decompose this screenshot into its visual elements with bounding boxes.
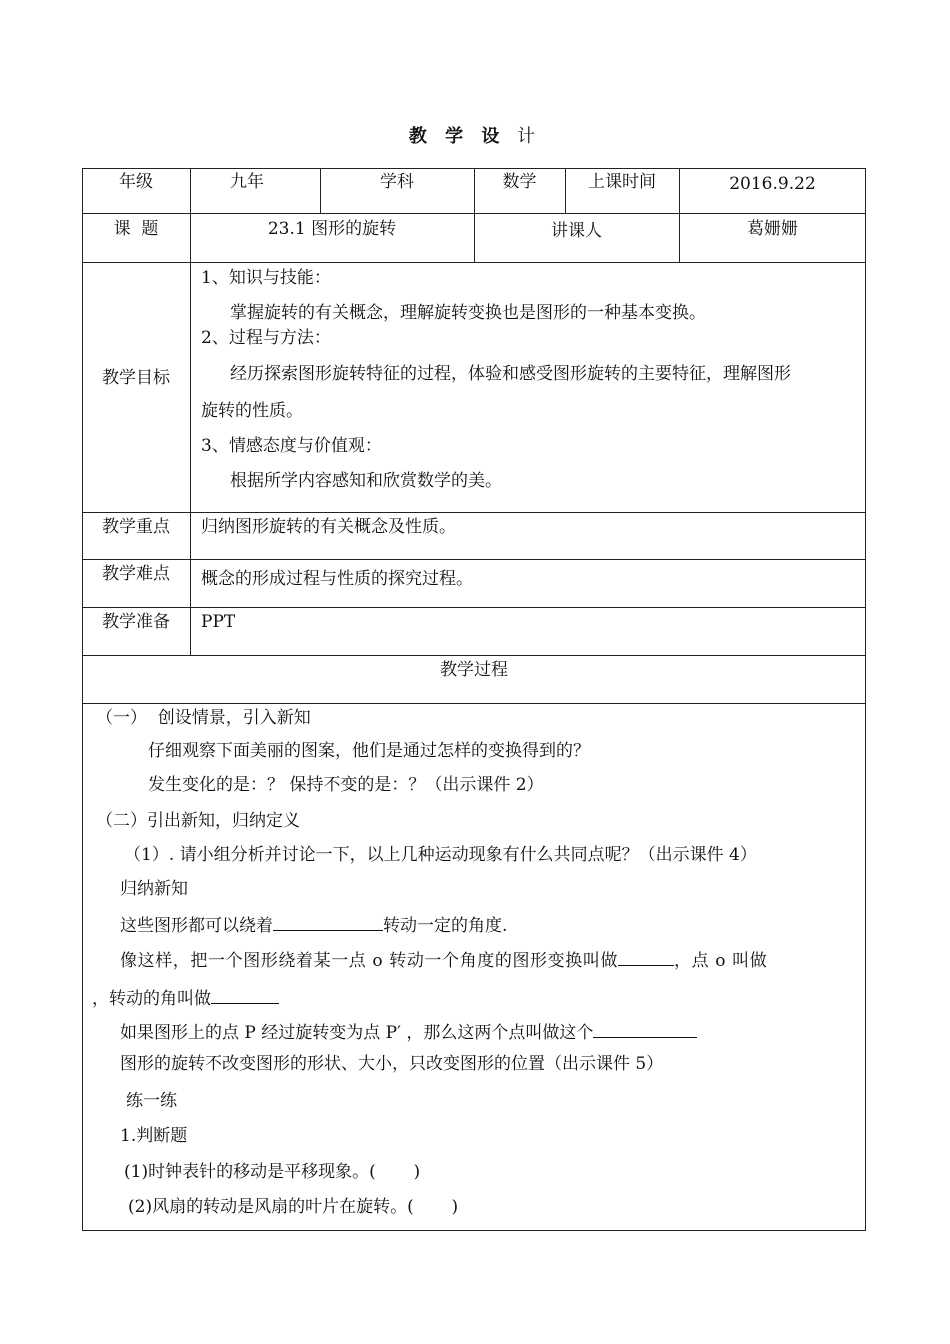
process-line: (2)风扇的转动是风扇的叶片在旋转。( ) <box>128 1197 459 1217</box>
process-line: （1）. 请小组分析并讨论一下，以上几种运动现象有什么共同点呢？（出示课件 4） <box>124 845 757 865</box>
objective-line: 旋转的性质。 <box>201 401 303 421</box>
row-divider <box>82 607 866 608</box>
objective-line: 根据所学内容感知和欣赏数学的美。 <box>230 471 502 491</box>
row-divider <box>82 703 866 704</box>
objective-line: 经历探索图形旋转特征的过程，体验和感受图形旋转的主要特征，理解图形 <box>230 364 791 384</box>
answer-blank[interactable] <box>618 948 674 966</box>
process-line: 练一练 <box>126 1091 177 1111</box>
objective-line: 2、过程与方法： <box>201 328 331 348</box>
process-line: 1.判断题 <box>120 1126 188 1146</box>
time-label: 上课时间 <box>588 172 656 192</box>
process-line: 仔细观察下面美丽的图案，他们是通过怎样的变换得到的？ <box>148 741 590 761</box>
row-divider <box>82 262 866 263</box>
difficulty-label: 教学难点 <box>102 564 170 584</box>
fill-in-line-3: ，转动的角叫做 <box>92 986 279 1009</box>
subject-value: 数学 <box>502 172 537 192</box>
col-divider <box>190 168 191 655</box>
topic-value: 23.1 图形的旋转 <box>267 219 397 239</box>
teacher-value: 葛姗姗 <box>747 219 798 239</box>
fill-in-line-1: 这些图形都可以绕着 转动一定的角度. <box>120 913 507 936</box>
grade-label: 年级 <box>119 172 153 192</box>
focus-label: 教学重点 <box>102 517 170 537</box>
process-line: (1)时钟表针的移动是平移现象。( ) <box>124 1162 421 1182</box>
topic-label: 课 题 <box>113 219 159 239</box>
prep-value: PPT <box>201 612 236 632</box>
answer-blank[interactable] <box>273 913 383 931</box>
prep-label: 教学准备 <box>102 612 170 632</box>
subject-label: 学科 <box>380 172 414 192</box>
objective-line: 1、知识与技能： <box>201 268 331 288</box>
process-line: （一） 创设情景，引入新知 <box>96 708 311 728</box>
process-line: 归纳新知 <box>120 879 188 899</box>
row-divider <box>82 559 866 560</box>
grade-value: 九年 <box>230 172 264 192</box>
fill-in-line-4: 如果图形上的点 P 经过旋转变为点 P′ ，那么这两个点叫做这个 <box>120 1020 697 1043</box>
row-divider <box>82 655 866 656</box>
objective-line: 掌握旋转的有关概念，理解旋转变换也是图形的一种基本变换。 <box>230 303 706 323</box>
objectives-label: 教学目标 <box>102 368 170 388</box>
process-line: 图形的旋转不改变图形的形状、大小，只改变图形的位置（出示课件 5） <box>120 1054 664 1074</box>
process-heading: 教学过程 <box>440 660 508 680</box>
teacher-label: 讲课人 <box>551 221 602 241</box>
focus-value: 归纳图形旋转的有关概念及性质。 <box>201 517 456 537</box>
document-title: 教 学 设 计 <box>408 126 542 147</box>
answer-blank[interactable] <box>593 1020 697 1038</box>
answer-blank[interactable] <box>211 986 279 1004</box>
row-divider <box>82 512 866 513</box>
process-line: （二）引出新知，归纳定义 <box>96 811 300 831</box>
time-value: 2016.9.22 <box>729 174 816 194</box>
process-line: 发生变化的是：？ 保持不变的是：？（出示课件 2） <box>148 775 544 795</box>
difficulty-value: 概念的形成过程与性质的探究过程。 <box>201 569 473 589</box>
objective-line: 3、情感态度与价值观： <box>201 436 382 456</box>
fill-in-line-2: 像这样，把一个图形绕着某一点 o 转动一个角度的图形变换叫做 ，点 o 叫做 <box>120 948 767 971</box>
